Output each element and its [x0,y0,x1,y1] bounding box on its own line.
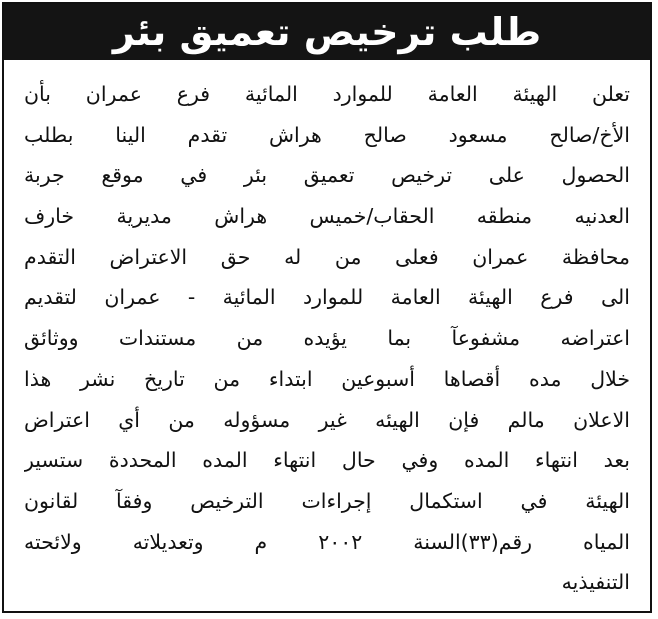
notice-title: طلب ترخيص تعميق بئر [112,10,542,54]
body-line-final: التنفيذيه [561,570,630,595]
body-line: محافظة عمران فعلى من له حق الاعتراض التقدم [24,244,630,269]
notice-box [2,2,652,613]
body-line: الى فرع الهيئة العامة للموارد المائية - عمران لتقديم [24,285,630,310]
body-line: بعد انتهاء المده وفي حال انتهاء المده المحددة ستسير [24,448,630,473]
body-line: تعلن الهيئة العامة للموارد المائية فرع عمران بأن [24,82,630,106]
body-line: اعتراضه مشفوعآ بما يؤيده من مستندات ووثائق [24,326,630,351]
title-bar [4,4,650,60]
body-line: المياه رقم(٣٣)السنة ٢٠٠٢ م وتعديلاته ولائحته [24,529,630,554]
notice-body [24,74,630,603]
body-line: الحصول على ترخيص تعميق بئر في موقع جربة [24,163,630,188]
body-line: الهيئة في استكمال إجراءات الترخيص وفقآ لقانون [24,488,630,513]
body-line: الأخ/صالح مسعود صالح هراش تقدم الينا بطلب [24,122,630,147]
body-line: الاعلان مالم فإن الهيئه غير مسؤوله من أي اعتراض [24,407,630,432]
body-line: العدنيه منطقه الحقاب/خميس هراش مديرية خارف [24,204,630,229]
body-line: خلال مده أقصاها أسبوعين ابتداء من تاريخ نشر هذا [24,366,630,391]
